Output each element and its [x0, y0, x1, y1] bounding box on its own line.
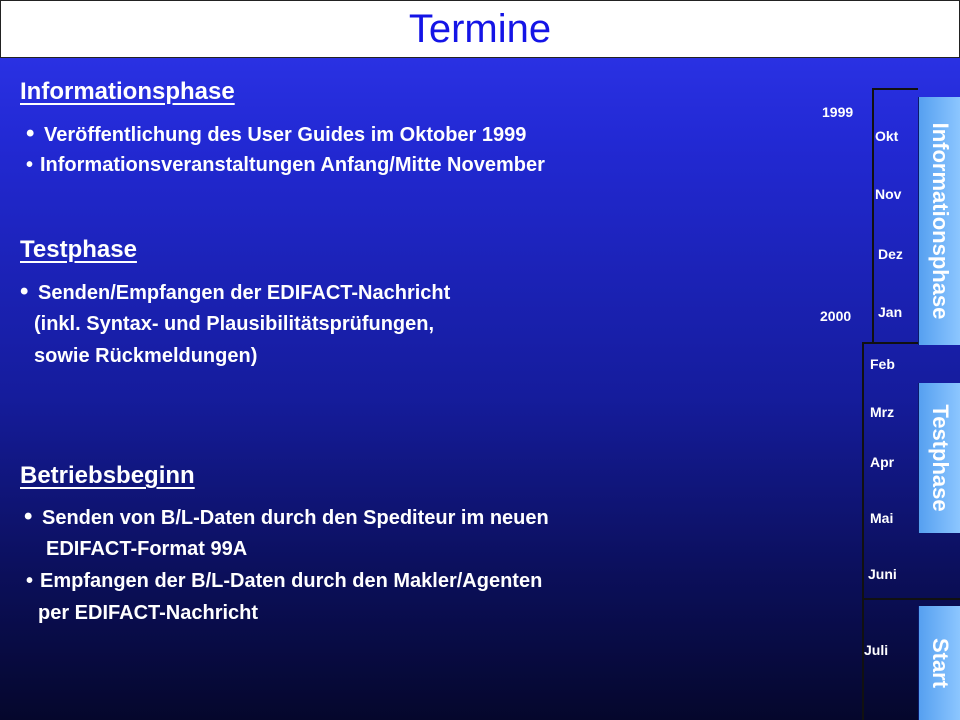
timeline-axis — [872, 88, 874, 344]
timeline-axis — [862, 342, 864, 720]
slide-title: Termine — [408, 6, 552, 51]
test-line-1: • Senden/Empfangen der EDIFACT-Nachricht — [20, 278, 451, 305]
month-label: Nov — [875, 186, 902, 202]
bullet-icon: • — [26, 154, 34, 176]
timeline-tick — [862, 598, 960, 600]
month-label: Okt — [875, 128, 899, 144]
month-label: Apr — [870, 454, 895, 470]
month-label: Feb — [870, 356, 895, 372]
year-label: 2000 — [820, 308, 852, 324]
info-line-2: • Informationsveranstaltungen Anfang/Mitte November — [26, 154, 545, 176]
betrieb-line-3: • Empfangen der B/L-Daten durch den Makler/Agenten — [26, 570, 543, 592]
year-label: 1999 — [822, 104, 854, 120]
phase-label-start: Start — [927, 637, 953, 689]
bullet-icon: • — [20, 278, 29, 305]
section-heading-test: Testphase — [20, 236, 137, 263]
phase-box-info — [918, 97, 960, 345]
betrieb-line-4: per EDIFACT-Nachricht — [38, 602, 259, 624]
betrieb-line-1: • Senden von B/L-Daten durch den Spediteur im neuen — [24, 503, 549, 530]
month-label: Dez — [878, 246, 903, 262]
bullet-icon: • — [26, 570, 34, 592]
info-line-1: • Veröffentlichung des User Guides im Oktober 1999 — [26, 120, 527, 147]
phase-label-info: Informationsphase — [927, 122, 953, 320]
month-label: Jan — [878, 304, 903, 320]
month-label: Juli — [864, 642, 889, 658]
month-label: Mrz — [870, 404, 895, 420]
phase-label-test: Testphase — [927, 404, 953, 512]
month-label: Juni — [868, 566, 897, 582]
timeline-tick — [872, 88, 918, 90]
betrieb-line-2: EDIFACT-Format 99A — [46, 538, 248, 560]
section-heading-info: Informationsphase — [20, 78, 235, 105]
test-line-2: (inkl. Syntax- und Plausibilitätsprüfungen, — [34, 313, 435, 335]
title-bar — [0, 0, 960, 58]
section-heading-betrieb: Betriebsbeginn — [20, 462, 195, 489]
phase-box-start — [918, 606, 960, 720]
phase-box-test — [918, 383, 960, 533]
bullet-icon: • — [24, 503, 33, 530]
bullet-icon: • — [26, 120, 35, 147]
month-label: Mai — [870, 510, 894, 526]
test-line-3: sowie Rückmeldungen) — [34, 345, 258, 367]
